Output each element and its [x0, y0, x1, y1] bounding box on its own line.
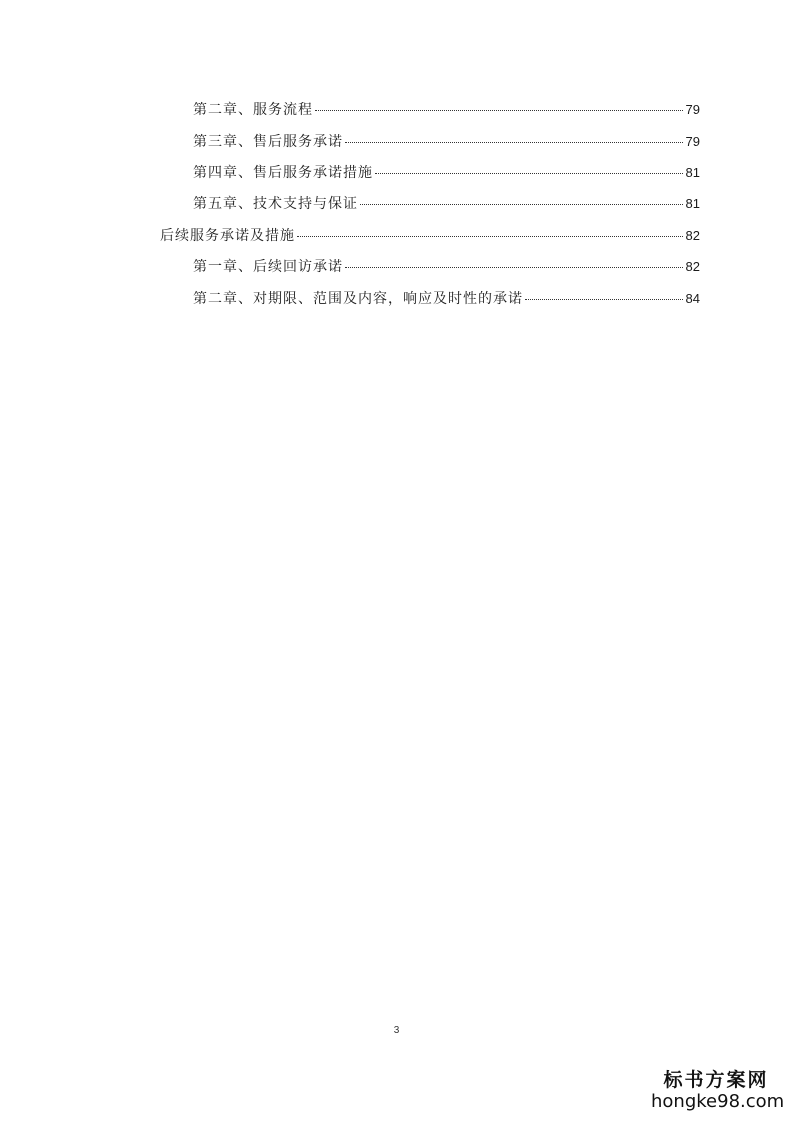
toc-dot-leader: [315, 109, 683, 111]
watermark-chinese-text: 标书方案网: [663, 1069, 769, 1091]
toc-entry[interactable]: [193, 288, 700, 310]
toc-dot-leader: [360, 203, 683, 205]
toc-dot-leader: [525, 298, 683, 300]
toc-dot-leader: [345, 266, 683, 268]
watermark-domain-text: hongke98.com: [651, 1091, 785, 1112]
toc-entry-title: 第二章、服务流程: [193, 102, 313, 118]
watermark-logo: [651, 1068, 785, 1112]
toc-entry-page: 84: [685, 291, 700, 306]
toc-entry-page: 79: [685, 102, 700, 117]
toc-entry-page: 82: [685, 228, 700, 243]
toc-entry-title: 第一章、后续回访承诺: [193, 259, 343, 275]
page-number: 3: [393, 1025, 400, 1036]
toc-entry-page: 82: [685, 259, 700, 274]
toc-entry[interactable]: [193, 131, 700, 153]
toc-entry-title: 后续服务承诺及措施: [160, 228, 295, 244]
toc-entry[interactable]: [160, 225, 700, 247]
toc-dot-leader: [345, 141, 683, 143]
toc-entry[interactable]: [193, 162, 700, 184]
toc-dot-leader: [297, 235, 683, 237]
toc-entry-page: 81: [685, 165, 700, 180]
toc-entry-page: 81: [685, 196, 700, 211]
toc-entry-title: 第三章、售后服务承诺: [193, 134, 343, 150]
toc-entry[interactable]: [193, 256, 700, 278]
toc-dot-leader: [375, 172, 683, 174]
toc-entry-title: 第五章、技术支持与保证: [193, 196, 358, 212]
toc-entry[interactable]: [193, 99, 700, 121]
toc-entry-page: 79: [685, 134, 700, 149]
toc-entry-title: 第二章、对期限、范围及内容，响应及时性的承诺: [193, 291, 523, 307]
toc-entry-title: 第四章、售后服务承诺措施: [193, 165, 373, 181]
toc-entry[interactable]: [193, 193, 700, 215]
